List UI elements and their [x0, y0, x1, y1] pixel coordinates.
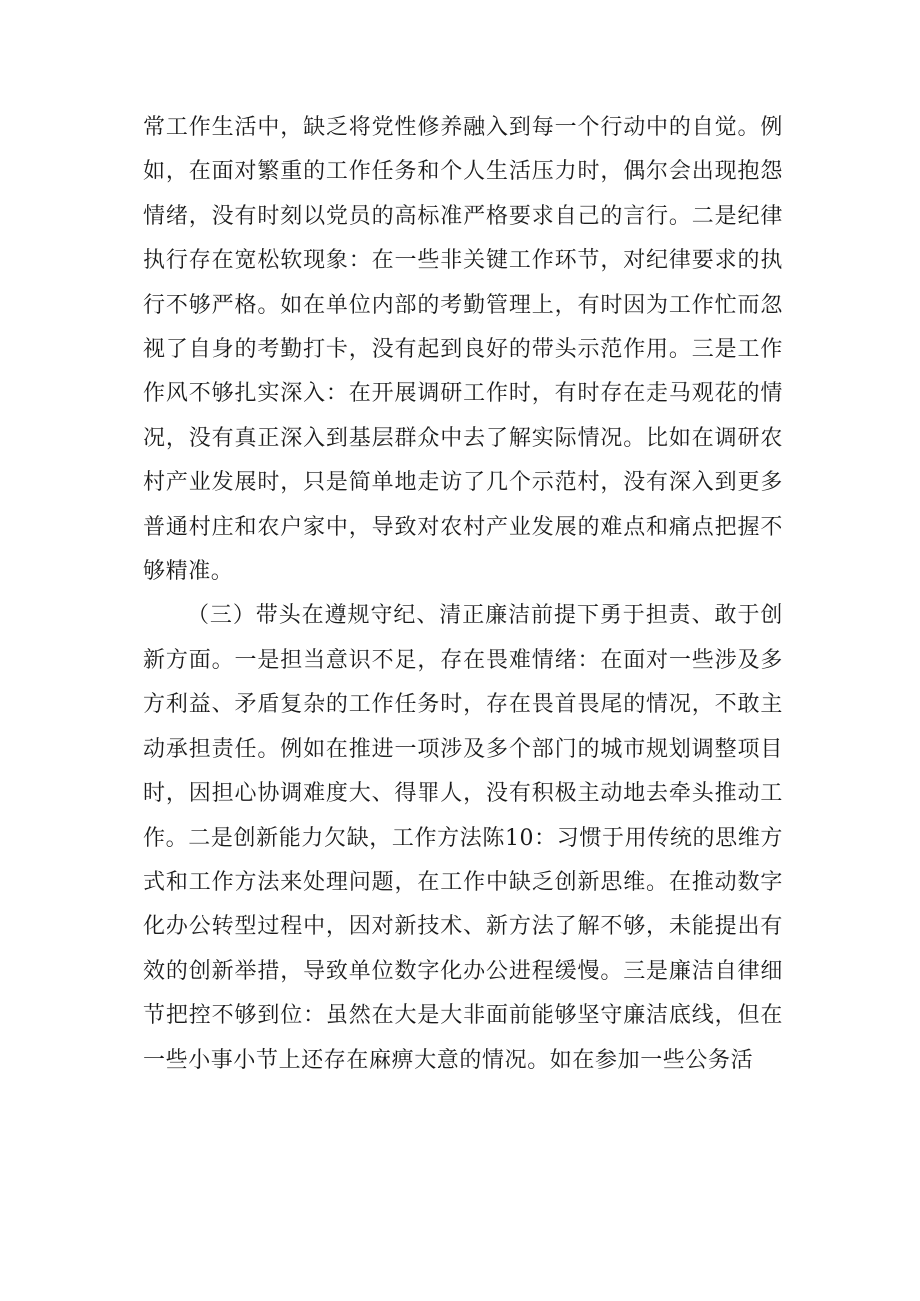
- paragraph-section-three: （三）带头在遵规守纪、清正廉洁前提下勇于担责、敢于创新方面。一是担当意识不足，存在畏难情绪：在面对一些涉及多方利益、矛盾复杂的工作任务时，存在畏首畏尾的情况，不敢主动承担责任。例如在推进一项涉及多个部门的城市规划调整项目时，因担心协调难度大、得罪人，没有积极主动地去牵头推动工作。二是创新能力欠缺，工作方法陈10：习惯于用传统的思维方式和工作方法来处理问题，在工作中缺乏创新思维。在推动数字化办公转型过程中，因对新技术、新方法了解不够，未能提出有效的创新举措，导致单位数字化办公进程缓慢。三是廉洁自律细节把控不够到位：虽然在大是大非面前能够坚守廉洁底线，但在一些小事小节上还存在麻痹大意的情况。如在参加一些公务活: [143, 603, 783, 1073]
- body-text: [143, 106, 783, 1083]
- paragraph-continued: 常工作生活中，缺乏将党性修养融入到每一个行动中的自觉。例如，在面对繁重的工作任务和个人生活压力时，偶尔会出现抱怨情绪，没有时刻以党员的高标准严格要求自己的言行。二是纪律执行存在宽松软现象：在一些非关键工作环节，对纪律要求的执行不够严格。如在单位内部的考勤管理上，有时因为工作忙而忽视了自身的考勤打卡，没有起到良好的带头示范作用。三是工作作风不够扎实深入：在开展调研工作时，有时存在走马观花的情况，没有真正深入到基层群众中去了解实际情况。比如在调研农村产业发展时，只是简单地走访了几个示范村，没有深入到更多普通村庄和农户家中，导致对农村产业发展的难点和痛点把握不够精准。: [143, 115, 783, 585]
